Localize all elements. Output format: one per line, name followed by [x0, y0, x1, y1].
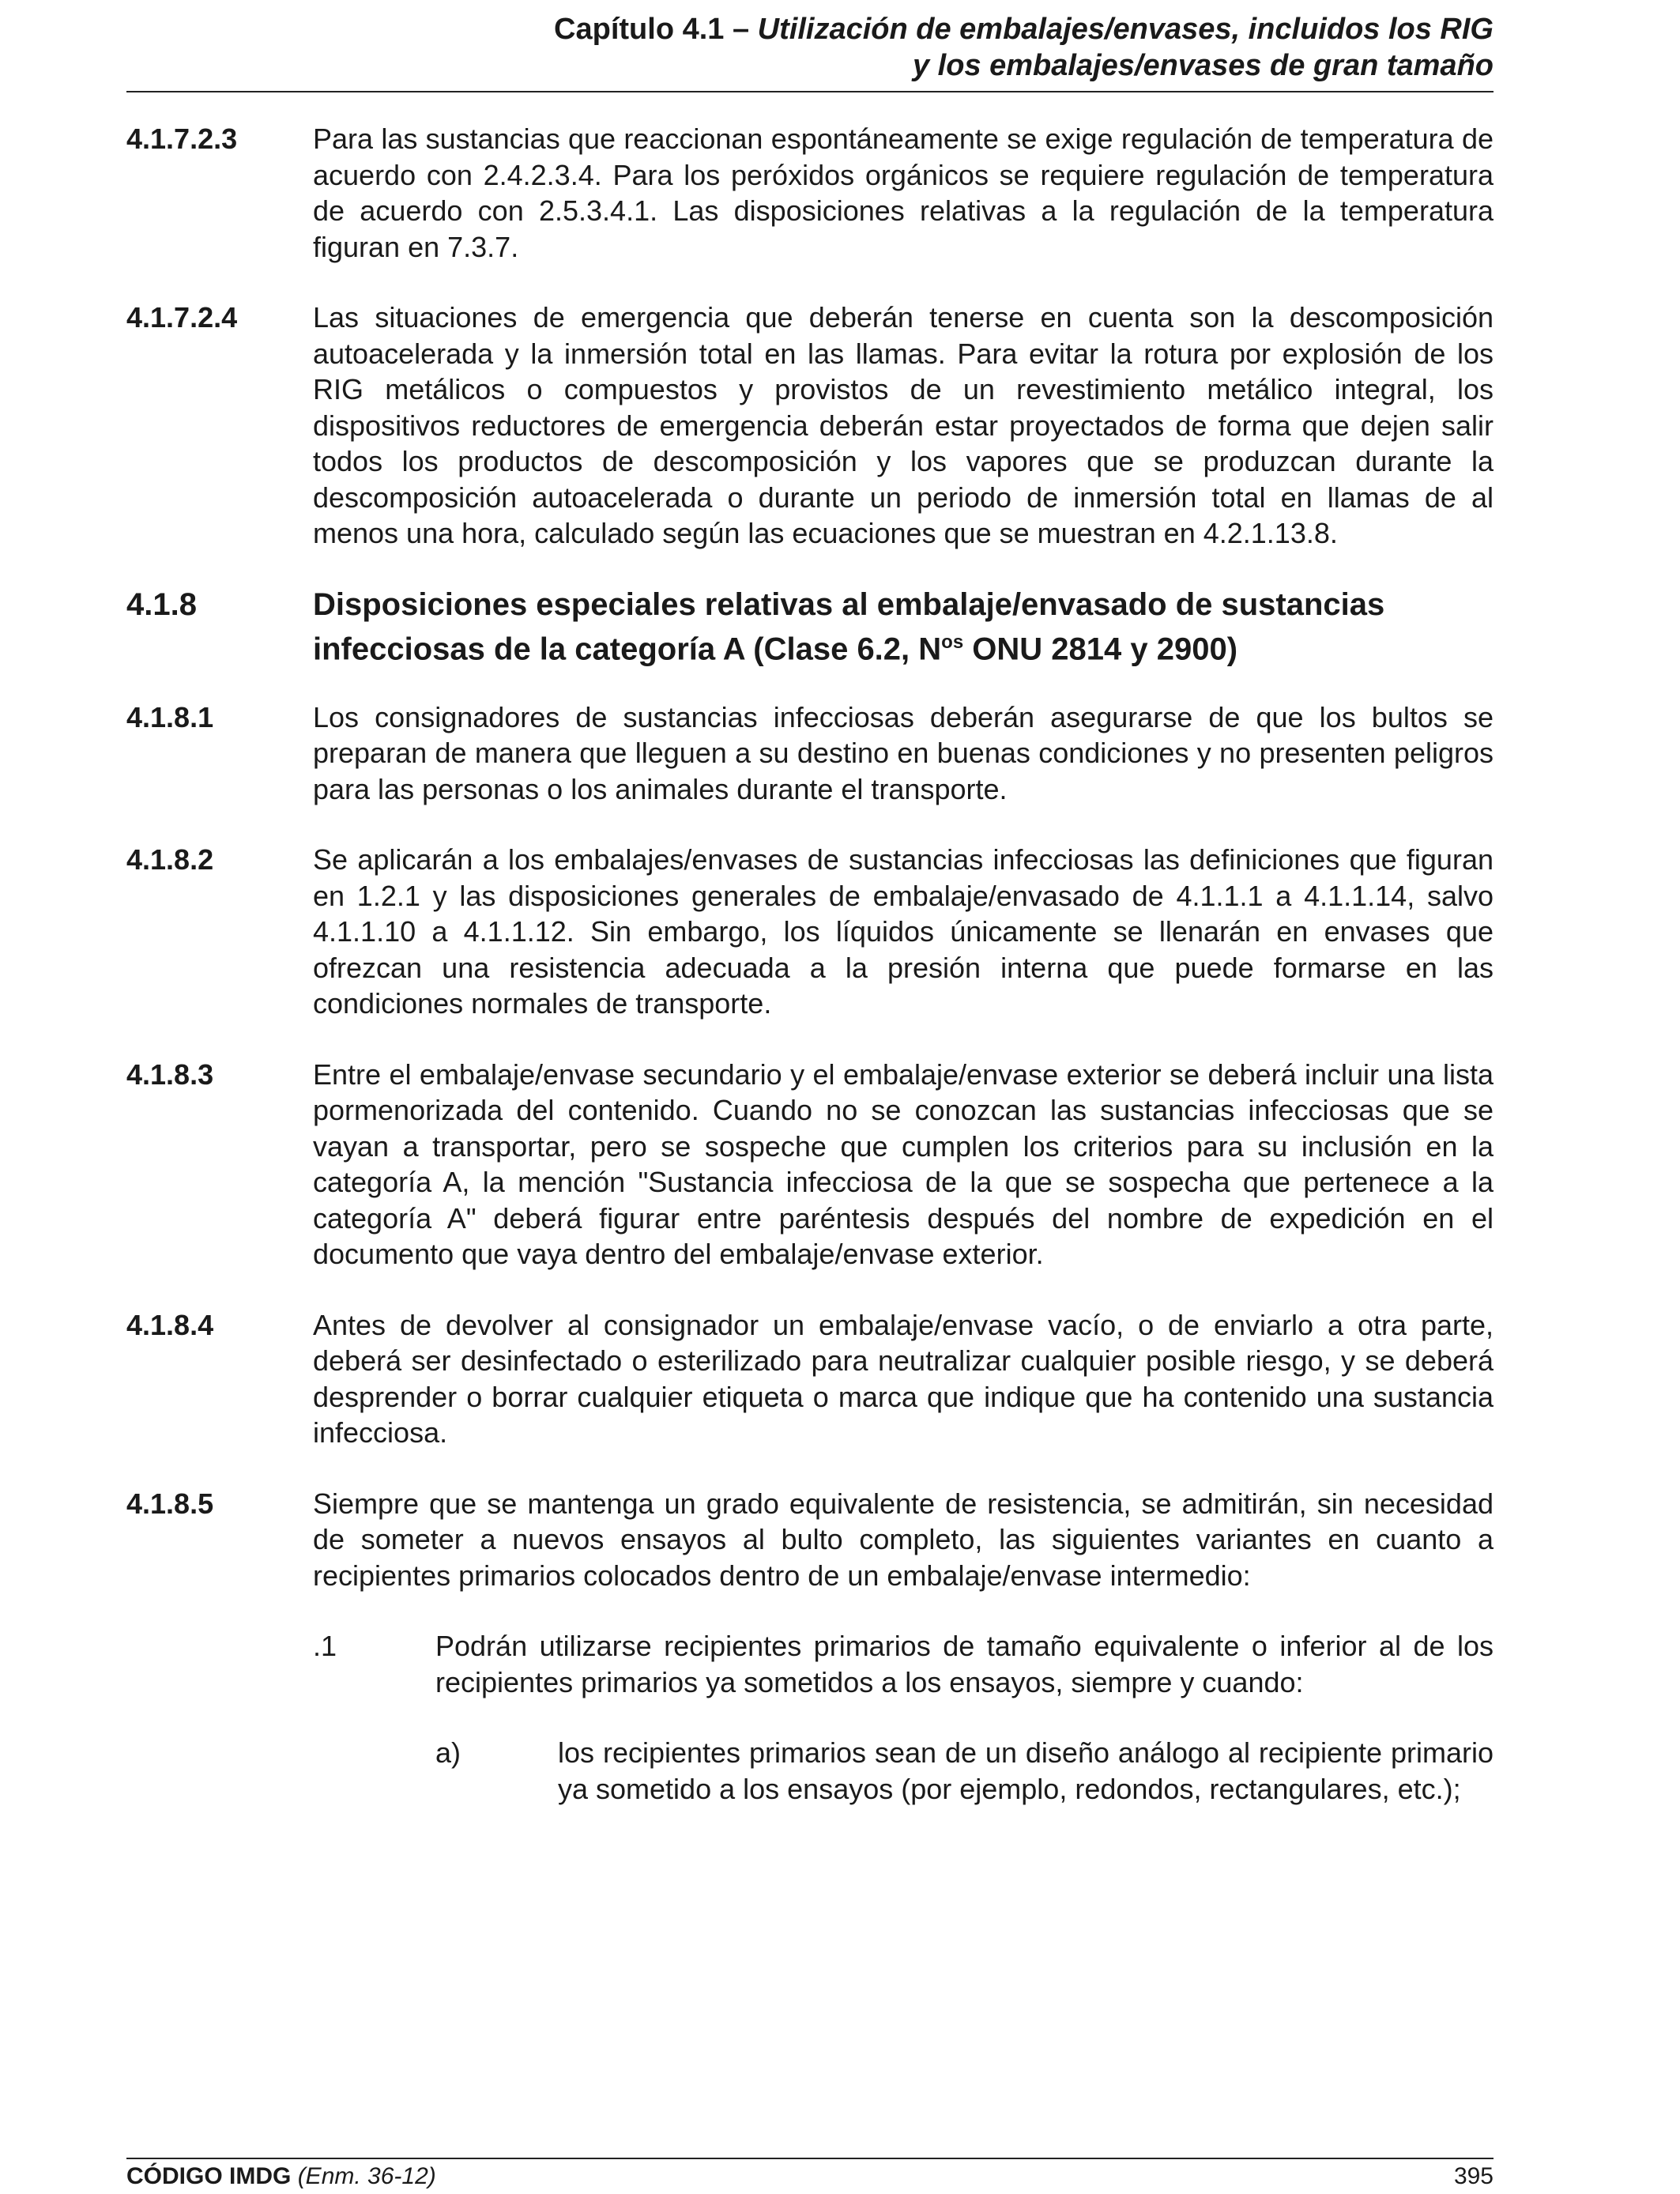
paragraph-4-1-7-2-3 [126, 121, 1494, 265]
section-title-part1: Disposiciones especiales relativas al embalaje/envasado de sustancias infecciosas de la categoría A (Clase 6.2, N [313, 586, 1385, 666]
paragraph-text: Para las sustancias que reaccionan espontáneamente se exige regulación de temperatura de acuerdo con 2.4.2.3.4. Para los peróxidos orgánicos se requiere regulación de temperatura de acuerdo con 2.5.3.4.1. Las disposiciones relativas a la regulación de la temperatura figuran en 7.3.7. [313, 123, 1494, 263]
sub-item-text: Podrán utilizarse recipientes primarios de tamaño equivalente o inferior al de los recipientes primarios ya sometidos a los ensayos, siempre y cuando: [435, 1630, 1494, 1698]
paragraph-4-1-8-1 [126, 699, 1494, 808]
chapter-number: Capítulo 4.1 – [554, 13, 758, 46]
paragraph-text: Siempre que se mantenga un grado equivalente de resistencia, se admitirán, sin necesidad de someter a nuevos ensayos al bulto completo, las siguientes variantes en cuanto a recipientes primarios colocados dentro de un embalaje/envase intermedio: [313, 1487, 1494, 1592]
paragraph-text: Los consignadores de sustancias infecciosas deberán asegurarse de que los bultos se preparan de manera que lleguen a su destino en buenas condiciones y no presenten peligros para las personas o los animales durante el transporte. [313, 700, 1494, 805]
paragraph-text: Antes de devolver al consignador un embalaje/envase vacío, o de enviarlo a otra parte, deberá ser desinfectado o esterilizado para neutralizar cualquier posible riesgo, y se deberá desprender o borrar cualquier etiqueta o marca que indique que ha contenido una sustancia infecciosa. [313, 1308, 1494, 1449]
section-title-superscript: os [941, 631, 964, 653]
header-divider [126, 91, 1494, 92]
page-number: 395 [1453, 2163, 1494, 2189]
paragraph-number: 4.1.8.3 [126, 1057, 214, 1091]
paragraph-number: 4.1.7.2.3 [126, 123, 238, 155]
sub-item-1 [313, 1628, 1494, 1700]
paragraph-text: Las situaciones de emergencia que deberán tenerse en cuenta son la descomposición autoacelerada y la inmersión total en las llamas. Para evitar la rotura por explosión de los RIG metálicos o compuestos y provistos de un revestimiento metálico integral, los dispositivos reductores de emergencia deberán estar proyectados de forma que dejen salir todos los productos de descomposición y los vapores que se produzcan durante la descomposición autoacelerada o durante un periodo de inmersión total en llamas de al menos una hora, calculado según las ecuaciones que se muestran en 4.2.1.13.8. [313, 301, 1494, 549]
section-heading-4-1-8 [126, 586, 1494, 668]
paragraph-4-1-8-4 [126, 1307, 1494, 1451]
page-content [126, 121, 1494, 1807]
sub-sub-item-text: los recipientes primarios sean de un diseño análogo al recipiente primario ya sometido a los ensayos (por ejemplo, redondos, rectangulares, etc.); [558, 1736, 1494, 1805]
paragraph-number: 4.1.8.2 [126, 843, 214, 876]
paragraph-4-1-8-3 [126, 1057, 1494, 1272]
footer-code: CÓDIGO IMDG [126, 2163, 292, 2189]
footer-divider [126, 2158, 1494, 2159]
sub-sub-item-label: a) [435, 1736, 461, 1770]
sub-item-label: .1 [313, 1630, 337, 1663]
paragraph-number: 4.1.8.4 [126, 1308, 214, 1341]
section-number: 4.1.8 [126, 586, 197, 622]
paragraph-4-1-7-2-4 [126, 300, 1494, 552]
footer-amendment: (Enm. 36-12) [297, 2163, 436, 2189]
section-title-part2: ONU 2814 y 2900) [963, 631, 1238, 666]
page-header [126, 11, 1494, 84]
section-title [313, 586, 1494, 668]
sub-sub-item-a [435, 1735, 1494, 1807]
paragraph-4-1-8-2 [126, 842, 1494, 1022]
paragraph-number: 4.1.7.2.4 [126, 301, 238, 334]
page-footer [126, 2162, 1494, 2191]
paragraph-4-1-8-5 [126, 1486, 1494, 1594]
paragraph-number: 4.1.8.1 [126, 700, 214, 733]
paragraph-text: Entre el embalaje/envase secundario y el embalaje/envase exterior se deberá incluir una lista pormenorizada del contenido. Cuando no se conozcan las sustancias infecciosas que se vayan a transportar, pero se sospeche que cumplen los criterios para su inclusión en la categoría A, la mención "Sustancia infecciosa de la que se sospecha que pertenece a la categoría A" deberá figurar entre paréntesis después del nombre de expedición en el documento que vaya dentro del embalaje/envase exterior. [313, 1057, 1494, 1271]
chapter-title-line1: Utilización de embalajes/envases, incluidos los RIG [757, 13, 1494, 46]
paragraph-text: Se aplicarán a los embalajes/envases de sustancias infecciosas las definiciones que figuran en 1.2.1 y las disposiciones generales de embalaje/envasado de 4.1.1.1 a 4.1.1.14, salvo 4.1.1.10 a 4.1.1.12. Sin embargo, los líquidos únicamente se llenarán en envases que ofrezcan una resistencia adecuada a la presión interna que puede formarse en las condiciones normales de transporte. [313, 843, 1494, 1020]
chapter-title-line2: y los embalajes/envases de gran tamaño [912, 49, 1494, 82]
paragraph-number: 4.1.8.5 [126, 1487, 214, 1520]
